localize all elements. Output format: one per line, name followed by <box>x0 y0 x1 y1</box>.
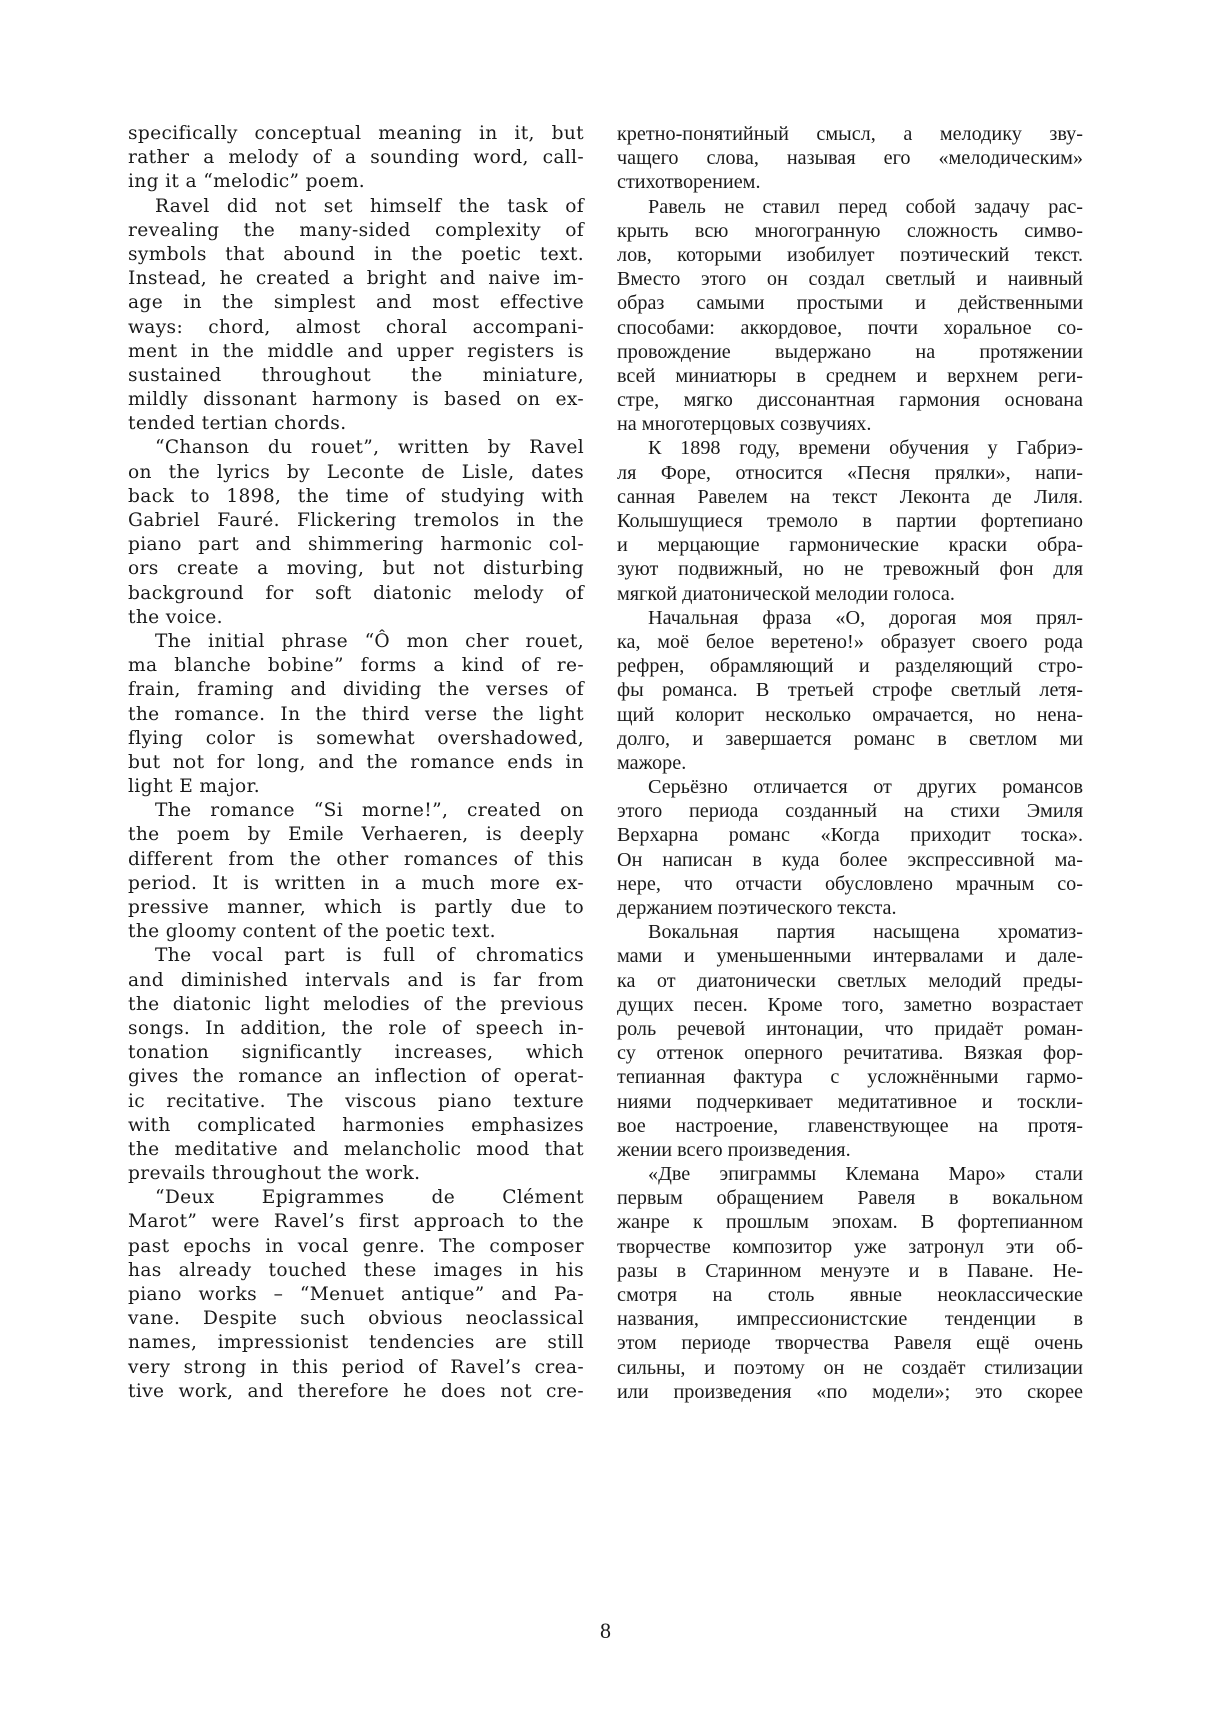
text-line: flying color is somewhat overshadowed, <box>128 727 584 749</box>
text-line: mildly dissonant harmony is based on ex- <box>128 389 584 411</box>
text-line: different from the other romances of this <box>128 848 584 870</box>
text-line: pressive manner, which is partly due to <box>128 897 584 918</box>
text-line: вое настроение, главенствующее на протя- <box>617 1114 1083 1137</box>
text-line: Вокальная партия насыщена хроматиз- <box>648 921 1083 944</box>
text-line: ниями подчеркивает медитативное и тоскли- <box>617 1090 1083 1113</box>
text-line: Gabriel Fauré. Flickering tremolos in the <box>128 510 584 531</box>
text-line: piano part and shimmering harmonic col- <box>128 534 584 556</box>
text-line: крыть всю многогранную сложность симво- <box>617 219 1083 242</box>
page-number: 8 <box>600 1618 611 1643</box>
paragraph <box>128 122 584 195</box>
english-text-column <box>128 122 584 1404</box>
paragraph <box>128 799 584 944</box>
text-line: period. It is written in a much more ex- <box>128 872 584 894</box>
paragraph <box>617 920 1083 1162</box>
text-line: образ самыми простыми и действенными <box>617 292 1083 315</box>
text-line: стихотворением. <box>617 171 761 194</box>
text-line: light E major. <box>128 776 260 798</box>
text-line: Вместо этого он создал светлый и наивный <box>617 268 1083 291</box>
text-line: К 1898 году, времени обучения у Габриэ- <box>648 437 1083 460</box>
text-line: щий колорит несколько омрачается, но нена- <box>617 703 1083 726</box>
text-line: первым обращением Равеля в вокальном <box>617 1187 1083 1210</box>
text-line: piano works – “Menuet antique” and Pa- <box>128 1284 584 1305</box>
paragraph <box>617 195 1083 437</box>
text-line: зуют подвижный, но не тревожный фон для <box>617 558 1083 581</box>
text-line: gives the romance an inflection of operat- <box>128 1066 584 1088</box>
text-line: ment in the middle and upper registers is <box>128 340 584 362</box>
text-line: всей миниатюры в среднем и верхнем реги- <box>617 364 1083 387</box>
text-line: on the lyrics by Leconte de Lisle, dates <box>128 461 584 483</box>
text-line: prevails throughout the work. <box>128 1163 421 1185</box>
text-line: tonation significantly increases, which <box>128 1042 584 1064</box>
text-line: “Chanson du rouet”, written by Ravel <box>155 437 584 459</box>
text-line: Верхарна романс «Когда приходит тоска». <box>617 824 1083 847</box>
text-line: санная Равелем на текст Леконта де Лиля. <box>617 485 1083 508</box>
text-line: and diminished intervals and is far from <box>128 969 584 991</box>
text-line: мягкой диатонической мелодии голоса. <box>617 582 955 605</box>
text-line: разы в Старинном менуэте и в Паване. Не- <box>617 1259 1083 1282</box>
text-line: tive work, and therefore he does not cre- <box>128 1380 584 1402</box>
text-line: Колышущиеся тремоло в партии фортепиано <box>617 510 1083 532</box>
text-line: background for soft diatonic melody of <box>128 582 584 604</box>
text-line: The vocal part is full of chromatics <box>155 945 584 967</box>
text-line: долго, и завершается романс в светлом ми <box>617 727 1083 750</box>
text-line: specifically conceptual meaning in it, but <box>128 123 584 144</box>
text-line: творчестве композитор уже затронул эти об- <box>617 1235 1083 1258</box>
text-line: жении всего произведения. <box>617 1138 851 1161</box>
text-line: ors create a moving, but not disturbing <box>128 558 584 580</box>
text-line: ка от диатонически светлых мелодий преды- <box>617 969 1083 992</box>
text-line: “Deux Epigrammes de Clément <box>155 1187 584 1209</box>
text-line: держанием поэтического текста. <box>617 897 897 919</box>
text-line: способами: аккордовое, почти хоральное со- <box>617 316 1083 339</box>
paragraph <box>128 1186 584 1404</box>
paragraph <box>617 436 1083 605</box>
text-line: revealing the many-sided complexity of <box>128 219 584 241</box>
text-line: ка, моё белое веретено!» образует своего рода <box>617 630 1083 653</box>
text-line: symbols that abound in the poetic text. <box>128 243 584 265</box>
text-line: age in the simplest and most effective <box>128 292 584 314</box>
text-line: Серьёзно отличается от других романсов <box>648 776 1083 799</box>
text-line: the gloomy content of the poetic text. <box>128 921 496 943</box>
text-line: «Две эпиграммы Клемана Маро» стали <box>648 1163 1083 1186</box>
text-line: the diatonic light melodies of the previous <box>128 993 584 1015</box>
text-line: back to 1898, the time of studying with <box>128 485 584 507</box>
text-line: роль речевой интонации, что придаёт роман- <box>617 1017 1083 1040</box>
text-line: Marot” were Ravel’s first approach to the <box>128 1211 584 1233</box>
paragraph <box>128 944 584 1186</box>
text-line: tended tertian chords. <box>128 413 347 435</box>
russian-text-column <box>617 122 1083 1404</box>
text-line: этом периоде творчества Равеля ещё очень <box>617 1332 1083 1355</box>
paragraph <box>617 775 1083 920</box>
text-line: смотря на столь явные неоклассические <box>617 1284 1083 1306</box>
text-line: has already touched these images in his <box>128 1259 584 1281</box>
text-line: су оттенок оперного речитатива. Вязкая фор- <box>617 1042 1083 1065</box>
text-line: very strong in this period of Ravel’s crea- <box>128 1356 584 1378</box>
text-line: but not for long, and the romance ends in <box>128 751 584 773</box>
paragraph <box>617 122 1083 195</box>
text-line: ic recitative. The viscous piano texture <box>128 1090 584 1112</box>
text-line: names, impressionist tendencies are still <box>128 1332 584 1354</box>
text-line: и мерцающие гармонические краски обра- <box>617 534 1083 557</box>
text-line: чащего слова, называя его «мелодическим» <box>617 147 1083 170</box>
text-line: frain, framing and dividing the verses of <box>128 679 584 701</box>
text-line: vane. Despite such obvious neoclassical <box>128 1308 584 1330</box>
text-line: the voice. <box>128 606 223 628</box>
text-line: sustained throughout the miniature, <box>128 364 584 386</box>
text-line: ing it a “melodic” poem. <box>128 171 366 193</box>
text-line: with complicated harmonies emphasizes <box>128 1114 584 1136</box>
text-line: The romance “Si morne!”, created on <box>155 800 584 822</box>
text-line: ma blanche bobine” forms a kind of re- <box>128 655 584 677</box>
text-line: сильны, и поэтому он не создаёт стилизации <box>617 1356 1083 1379</box>
text-line: past epochs in vocal genre. The composer <box>128 1235 584 1257</box>
text-line: ля Форе, относится «Песня прялки», напи- <box>617 461 1083 484</box>
text-line: мажоре. <box>617 751 687 774</box>
text-line: Равель не ставил перед собой задачу рас- <box>648 195 1083 218</box>
paragraph <box>617 606 1083 775</box>
text-line: Ravel did not set himself the task of <box>155 195 584 217</box>
text-line: на многотерцовых созвучиях. <box>617 413 872 436</box>
text-line: рефрен, обрамляющий и разделяющий стро- <box>617 655 1083 678</box>
text-line: тепианная фактура с усложнёнными гармо- <box>617 1066 1083 1089</box>
text-line: или произведения «по модели»; это скорее <box>617 1380 1083 1403</box>
text-line: стре, мягко диссонантная гармония основана <box>617 389 1083 412</box>
paragraph <box>128 436 584 630</box>
text-line: songs. In addition, the role of speech in- <box>128 1017 584 1039</box>
text-line: нере, что отчасти обусловлено мрачным со- <box>617 872 1083 895</box>
text-line: the romance. In the third verse the light <box>128 703 584 725</box>
text-line: дущих песен. Кроме того, заметно возрастает <box>617 993 1083 1016</box>
text-line: этого периода созданный на стихи Эмиля <box>617 800 1083 823</box>
paragraph <box>617 1162 1083 1404</box>
text-line: названия, импрессионистские тенденции в <box>617 1308 1083 1331</box>
paragraph <box>128 195 584 437</box>
text-line: the poem by Emile Verhaeren, is deeply <box>128 824 584 846</box>
text-line: фы романса. В третьей строфе светлый летя- <box>617 679 1083 702</box>
text-line: Он написан в куда более экспрессивной ма- <box>617 848 1083 871</box>
text-line: The initial phrase “Ô mon cher rouet, <box>155 630 584 652</box>
paragraph <box>128 630 584 799</box>
text-line: rather a melody of a sounding word, call- <box>128 147 584 169</box>
text-line: ways: chord, almost choral accompani- <box>128 316 584 338</box>
text-line: кретно-понятийный смысл, а мелодику зву- <box>617 123 1083 145</box>
text-line: Instead, he created a bright and naive im- <box>128 268 584 290</box>
text-line: мами и уменьшенными интервалами и дале- <box>617 945 1083 968</box>
text-line: жанре к прошлым эпохам. В фортепианном <box>617 1211 1083 1234</box>
text-line: лов, которыми изобилует поэтический текст. <box>617 243 1083 266</box>
text-line: провождение выдержано на протяжении <box>617 340 1083 363</box>
text-line: Начальная фраза «О, дорогая моя прял- <box>648 606 1083 629</box>
text-line: the meditative and melancholic mood that <box>128 1138 584 1160</box>
